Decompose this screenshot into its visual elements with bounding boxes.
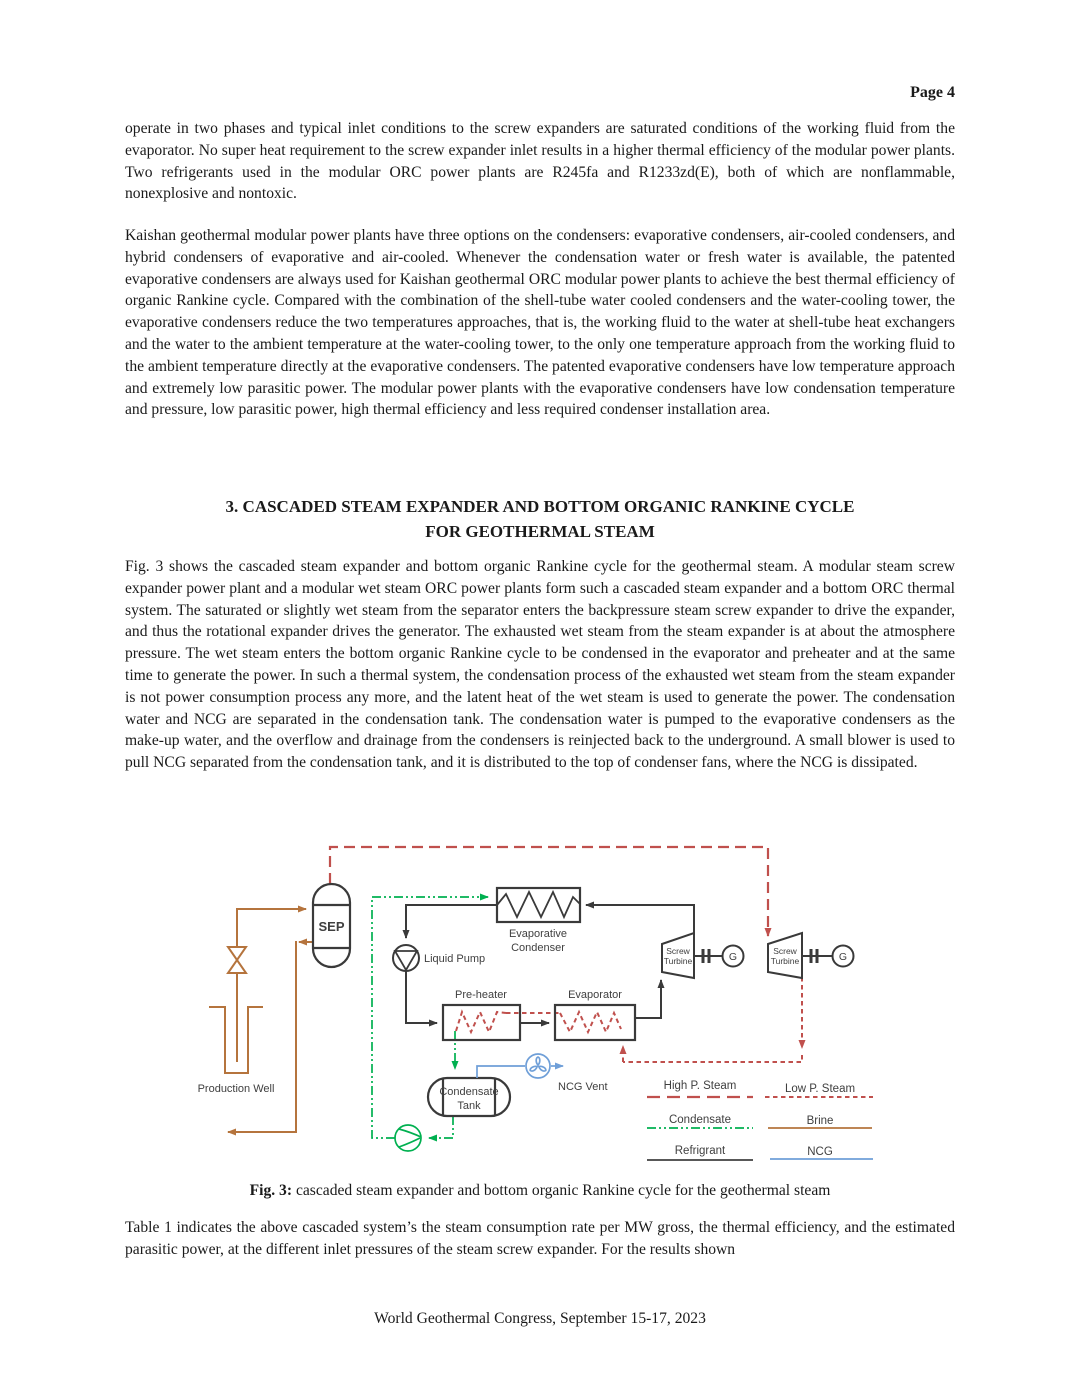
- paragraph-4: Table 1 indicates the above cascaded system’s the steam consumption rate per MW gross, the thermal efficiency, and the estimated parasitic power, at the different inlet pressures of the steam screw expander. For the results shown: [125, 1219, 955, 1258]
- legend-ncg-label: NCG: [807, 1146, 833, 1158]
- turbine1-label-1: Screw: [666, 946, 690, 956]
- exhaust-return-line: [623, 1055, 802, 1062]
- legend-low-p-steam-label: Low P. Steam: [784, 1083, 856, 1095]
- evap-condenser-label-1: Evaporative: [508, 928, 568, 940]
- pump-to-preheater-line: [406, 971, 437, 1023]
- figure-3-diagram: [180, 835, 890, 1170]
- turbine-to-condenser-line: [586, 905, 694, 933]
- legend-condensate-label: Condensate: [668, 1114, 732, 1126]
- tank-to-pump-line: [429, 1116, 453, 1138]
- valve-icon: [228, 947, 246, 973]
- ncg-lines: [477, 1054, 563, 1078]
- condensate-tank-label-1: Condensate: [439, 1086, 499, 1098]
- legend-brine-label: Brine: [806, 1115, 834, 1127]
- turbine2-label-2: Turbine: [770, 956, 800, 966]
- evaporator-to-turbine-line: [635, 980, 661, 1018]
- evaporator-label: Evaporator: [568, 989, 622, 1001]
- sep-label: SEP: [318, 919, 345, 934]
- turbine2-label-1: Screw: [773, 946, 797, 956]
- legend-refrigerant-label: Refrigrant: [674, 1145, 726, 1157]
- evaporator-box: [555, 1005, 635, 1040]
- tank-to-fan-line: [477, 1066, 525, 1078]
- turbine1-label-2: Turbine: [663, 956, 693, 966]
- condensate-pump-icon: [395, 1125, 421, 1151]
- liquid-pump-icon: [393, 945, 419, 971]
- ncg-fan-icon: [526, 1054, 550, 1078]
- generator2-label: G: [838, 951, 848, 963]
- figure-caption-prefix: Fig. 3:: [249, 1182, 293, 1199]
- paragraph-1: operate in two phases and typical inlet conditions to the screw expanders are saturated conditions of the working fluid from the evaporator. No super heat requirement to the screw expander inlet results in a higher thermal efficiency of the modular power plants. Two refrigerants used in the modular ORC power plants are R245fa and R1233zd(E), both of which are nonflammable, nonexplosive and nontoxic.: [125, 120, 955, 203]
- preheater-label: Pre-heater: [455, 989, 507, 1001]
- legend-high-p-steam-label: High P. Steam: [663, 1080, 737, 1092]
- production-well-label: Production Well: [197, 1083, 275, 1095]
- paragraph-3: Fig. 3 shows the cascaded steam expander and bottom organic Rankine cycle for the geothermal steam. A modular steam screw expander power plant and a modular wet steam ORC power plants form such a cascaded steam expander and a bottom ORC thermal system. The saturated or slightly wet steam from the separator enters the backpressure steam screw expander to drive the expander, and thus the rotational expander drives the generator. The exhausted wet steam from the steam expander is at about the atmosphere pressure. The wet steam enters the bottom organic Rankine cycle to be condensed in the evaporator and preheater and at the same time to generate the power. In such a thermal system, the condensation process of the exhausted wet steam from the steam expander is not power consumption process any more, and the latent heat of the wet steam is used to generate the power. The condensation water and NCG are separated in the condensation tank. The condensation water is pumped to the evaporative condensers as the make-up water, and the overflow and drainage from the condensers is reinjected back to the underground. A small blower is used to pull NCG separated from the condensation tank, and it is distributed to the top of condenser fans, where the NCG is dissipated.: [125, 558, 955, 772]
- page-number: Page 4: [910, 84, 955, 101]
- liquid-pump-label: Liquid Pump: [424, 953, 486, 965]
- figure-caption: [125, 1182, 955, 1200]
- evap-condenser-label-2: Condenser: [511, 942, 565, 954]
- preheater-box: [443, 1005, 520, 1040]
- paragraph-2: Kaishan geothermal modular power plants have three options on the condensers: evaporative condensers, air-cooled condensers, and hybrid condensers of evaporative and air-cooled. Whenever the condensation water or fresh water is available, the patented evaporative condensers are always used for Kaishan geothermal ORC modular power plants to achieve the best thermal efficiency of organic Rankine cycle. Compared with the combination of the shell-tube water cooled condensers and the water-cooling tower, the evaporative condensers reduce the two temperatures approaches, that is, the working fluid to the water at shell-tube heat exchangers and the water to the ambient temperature at the water-cooling tower, to the only one temperature approach from the working fluid to the ambient temperature directly at the evaporative condensers. The patented evaporative condensers have low temperature approach and extremely low parasitic power. The modular power plants with the evaporative condensers have low condensation temperature and pressure, low parasitic power, high thermal efficiency and less required condenser installation area.: [125, 227, 955, 419]
- evaporative-condenser-box: [497, 888, 580, 922]
- section-heading-line2: FOR GEOTHERMAL STEAM: [425, 522, 655, 541]
- brine-lines: [209, 909, 313, 1132]
- condensate-tank-label-2: Tank: [457, 1100, 481, 1112]
- footer-conference-line: World Geothermal Congress, September 15-17, 2023: [374, 1310, 706, 1327]
- ncg-vent-label: NCG Vent: [558, 1081, 608, 1093]
- figure-caption-text: cascaded steam expander and bottom organic Rankine cycle for the geothermal steam: [292, 1182, 831, 1199]
- generator1-label: G: [728, 951, 738, 963]
- section-heading-line1: 3. CASCADED STEAM EXPANDER AND BOTTOM ORGANIC RANKINE CYCLE: [225, 497, 855, 516]
- section-heading: [125, 494, 955, 544]
- figure-legend: [647, 1080, 873, 1160]
- condenser-to-pump-line: [406, 905, 497, 938]
